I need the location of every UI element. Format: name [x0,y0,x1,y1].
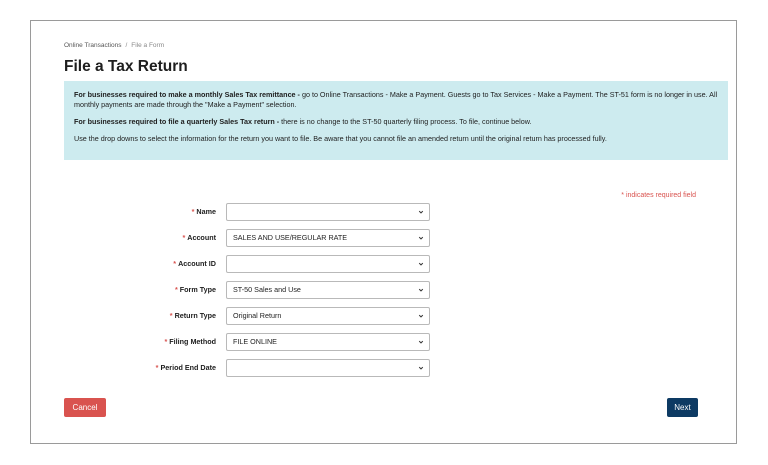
chevron-down-icon [418,365,424,371]
period-end-date-label-text: Period End Date [160,363,216,372]
form-row-account [31,229,738,247]
info-banner [64,81,728,160]
required-marker: * [191,207,195,216]
filing-method-label-text: Filing Method [169,337,216,346]
filing-method-label [164,337,216,346]
account-id-label [173,259,216,268]
form-type-label [175,285,216,294]
form-type-select-value: ST-50 Sales and Use [233,285,301,294]
next-button[interactable]: Next [667,398,698,417]
chevron-down-icon [418,287,424,293]
info-quarterly-text: there is no change to the ST-50 quarterly filing process. To file, continue below. [279,117,532,126]
account-id-label-text: Account ID [178,259,216,268]
form-type-select[interactable] [226,281,430,299]
required-marker: * [173,259,177,268]
filing-method-select[interactable] [226,333,430,351]
name-select[interactable] [226,203,430,221]
cancel-button[interactable]: Cancel [64,398,106,417]
info-quarterly-heading: For businesses required to file a quarterly Sales Tax return - [74,117,280,126]
required-marker: * [155,363,159,372]
required-field-note: * indicates required field [621,192,696,199]
chevron-down-icon [418,313,424,319]
account-label-text: Account [187,233,216,242]
name-label [192,207,216,216]
info-paragraph-monthly [74,90,718,110]
name-label-text: Name [196,207,216,216]
breadcrumb [64,42,164,49]
required-marker: * [182,233,186,242]
account-select-value: SALES AND USE/REGULAR RATE [233,233,348,242]
form-row-name [31,203,738,221]
breadcrumb-online-transactions[interactable]: Online Transactions [64,42,122,49]
form-type-label-text: Form Type [179,285,216,294]
required-marker: * [164,337,168,346]
return-type-select[interactable] [226,307,430,325]
info-paragraph-instructions: Use the drop downs to select the information for the return you want to file. Be aware that you cannot file an amended return until the original return has processed fully. [74,134,607,143]
page-title: File a Tax Return [64,58,188,75]
return-type-select-value: Original Return [233,311,282,320]
required-marker: * [169,311,173,320]
form-row-form-type [31,281,738,299]
chevron-down-icon [418,339,424,345]
chevron-down-icon [418,209,424,215]
account-select[interactable] [226,229,430,247]
form-row-filing-method [31,333,738,351]
chevron-down-icon [418,235,424,241]
period-end-date-label [156,363,216,372]
return-type-label-text: Return Type [174,311,216,320]
account-id-select[interactable] [226,255,430,273]
form-row-period-end-date [31,359,738,377]
info-monthly-heading: For businesses required to make a monthly Sales Tax remittance - [74,90,300,99]
page-frame [30,20,737,444]
breadcrumb-file-a-form: File a Form [131,42,165,49]
required-marker: * [174,285,178,294]
chevron-down-icon [418,261,424,267]
breadcrumb-separator: / [125,42,128,49]
info-monthly-text: go to Online Transactions - Make a Payment. Guests go to Tax Services - Make a Payment. The ST-51 form is no longer in use. All monthly payments are made through the "Make a Payment" selection. [74,90,718,109]
account-label [182,233,216,242]
period-end-date-select[interactable] [226,359,430,377]
info-paragraph-quarterly [74,117,718,127]
return-type-label [170,311,216,320]
form-row-account-id [31,255,738,273]
form-row-return-type [31,307,738,325]
filing-method-select-value: FILE ONLINE [233,337,277,346]
